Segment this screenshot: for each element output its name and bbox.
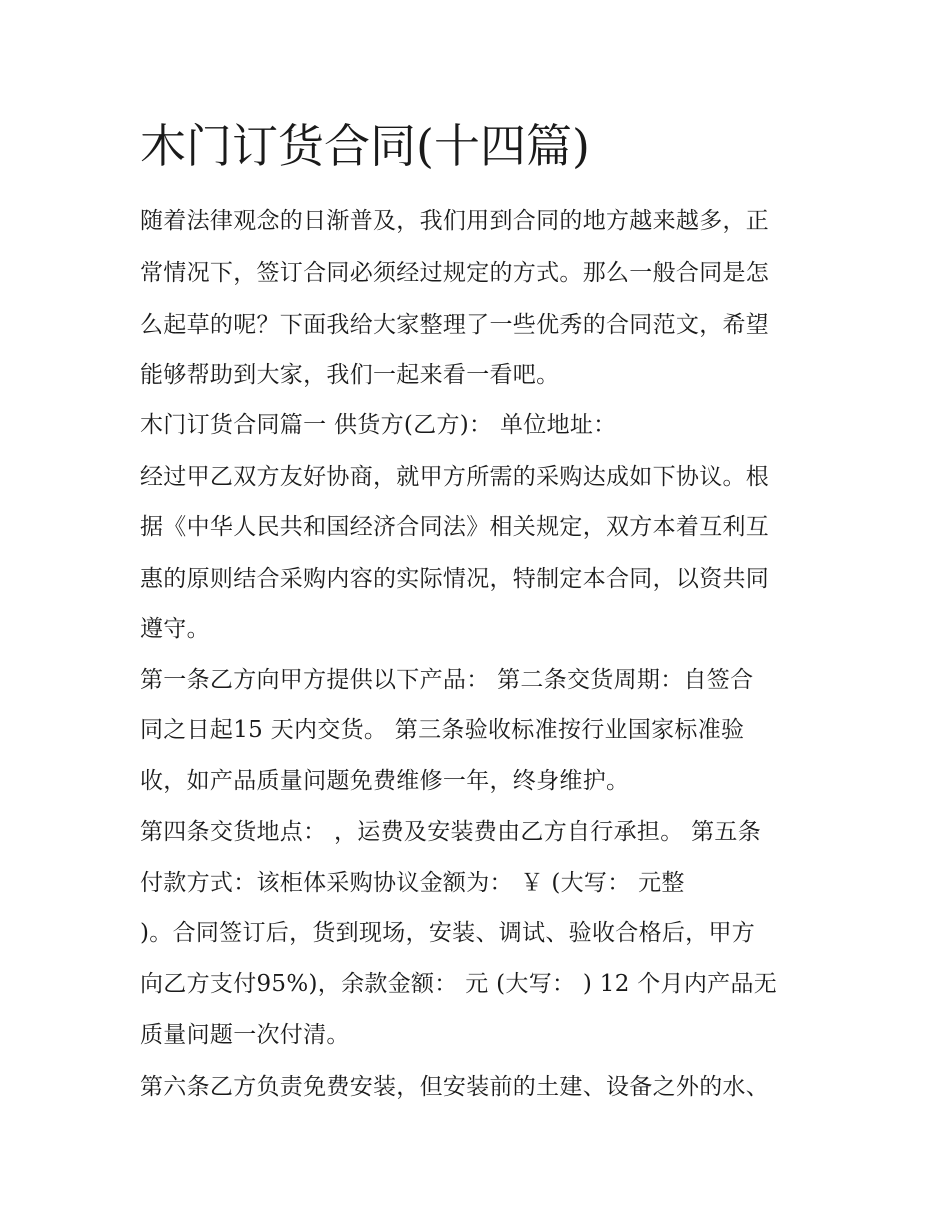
body-line: 付款方式：该柜体采购协议金额为： ￥ (大写： 元整 xyxy=(140,870,685,896)
body-line: 随着法律观念的日渐普及，我们用到合同的地方越来越多，正 xyxy=(140,208,770,234)
body-line: 据《中华人民共和国经济合同法》相关规定，双方本着互利互 xyxy=(140,514,770,540)
document-title: 木门订货合同(十四篇) xyxy=(140,119,590,173)
body-line: 质量问题一次付清。 xyxy=(140,1022,350,1048)
body-line: 么起草的呢？下面我给大家整理了一些优秀的合同范文，希望 xyxy=(140,312,770,338)
body-line: 遵守。 xyxy=(140,616,210,642)
body-line: 第六条乙方负责免费安装，但安装前的土建、设备之外的水、 xyxy=(140,1074,770,1100)
body-line: 收，如产品质量问题免费维修一年，终身维护。 xyxy=(140,768,630,794)
body-line: 向乙方支付95%)，余款金额： 元 (大写： ) 12 个月内产品无 xyxy=(140,971,778,997)
body-line: 第四条交货地点： ，运费及安装费由乙方自行承担。 第五条 xyxy=(140,819,762,845)
body-line: 经过甲乙双方友好协商，就甲方所需的采购达成如下协议。根 xyxy=(140,464,770,490)
body-line: )。合同签订后，货到现场，安装、调试、验收合格后，甲方 xyxy=(140,920,756,946)
body-line: 第一条乙方向甲方提供以下产品： 第二条交货周期：自签合 xyxy=(140,667,754,693)
body-line: 同之日起15 天内交货。 第三条验收标准按行业国家标准验 xyxy=(140,717,745,743)
body-line: 能够帮助到大家，我们一起来看一看吧。 xyxy=(140,362,560,388)
body-line: 惠的原则结合采购内容的实际情况，特制定本合同，以资共同 xyxy=(140,566,770,592)
body-line: 常情况下，签订合同必须经过规定的方式。那么一般合同是怎 xyxy=(140,260,770,286)
body-line: 木门订货合同篇一 供货方(乙方)： 单位地址： xyxy=(140,412,617,438)
